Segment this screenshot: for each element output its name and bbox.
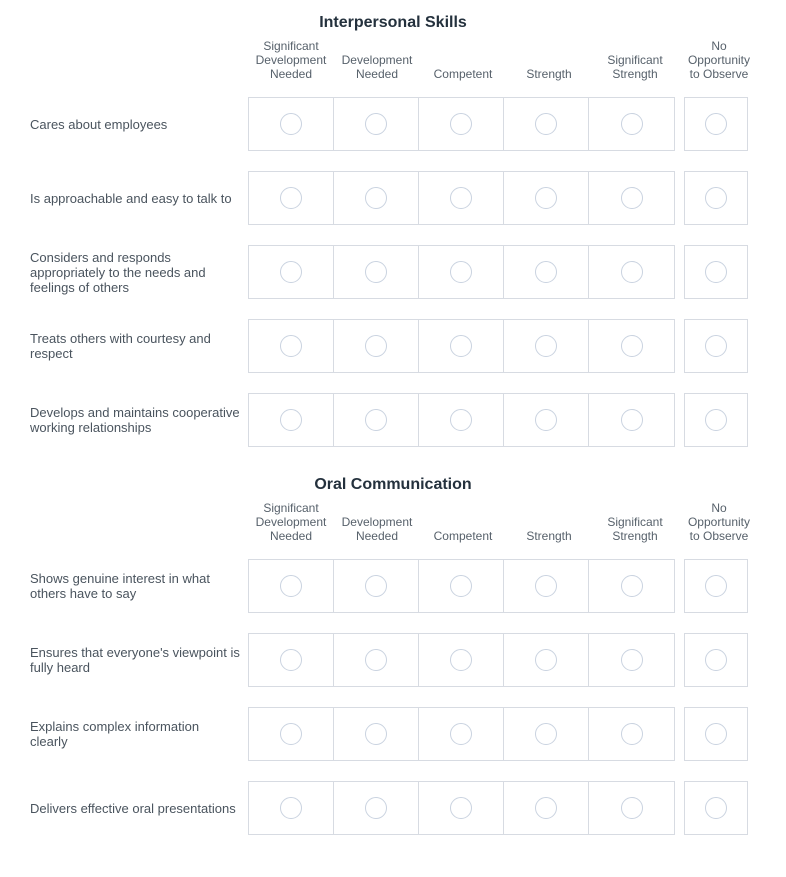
row-label: Shows genuine interest in what others have to say [30, 571, 210, 601]
radio-cell [334, 246, 419, 298]
na-radio-cell [684, 781, 748, 835]
column-header-development-needed: Development Needed [341, 515, 413, 543]
radio-button[interactable] [535, 409, 557, 431]
radio-button[interactable] [621, 723, 643, 745]
radio-button[interactable] [705, 113, 727, 135]
radio-cell-group [248, 171, 675, 225]
radio-cell [589, 394, 674, 446]
radio-cell [419, 782, 504, 834]
column-header-competent: Competent [433, 529, 493, 543]
radio-button[interactable] [621, 797, 643, 819]
radio-cell [334, 172, 419, 224]
na-radio-cell [684, 633, 748, 687]
radio-cell-group [248, 707, 675, 761]
matrix-row [0, 633, 786, 687]
radio-button[interactable] [621, 409, 643, 431]
radio-cell [334, 394, 419, 446]
column-header-strength: Strength [526, 529, 572, 543]
radio-button[interactable] [365, 797, 387, 819]
radio-cell [334, 708, 419, 760]
radio-button[interactable] [535, 187, 557, 209]
radio-button[interactable] [535, 797, 557, 819]
na-radio-cell [684, 393, 748, 447]
section-interpersonal-skills [0, 13, 786, 447]
na-radio-cell [684, 245, 748, 299]
radio-cell [504, 394, 589, 446]
radio-cell [249, 782, 334, 834]
radio-button[interactable] [450, 575, 472, 597]
radio-cell [249, 394, 334, 446]
radio-cell [249, 172, 334, 224]
radio-cell-group [248, 319, 675, 373]
matrix-row [0, 707, 786, 761]
radio-button[interactable] [705, 649, 727, 671]
row-label: Delivers effective oral presentations [30, 800, 236, 816]
na-radio-cell [684, 97, 748, 151]
radio-button[interactable] [280, 335, 302, 357]
na-radio-cell [684, 707, 748, 761]
section-title: Interpersonal Skills [319, 14, 467, 31]
radio-cell [419, 560, 504, 612]
radio-button[interactable] [280, 113, 302, 135]
matrix-header-row [248, 39, 786, 81]
radio-cell-group [248, 393, 675, 447]
section-oral-communication [0, 475, 786, 835]
radio-button[interactable] [365, 575, 387, 597]
radio-cell [249, 98, 334, 150]
row-label: Treats others with courtesy and respect [30, 331, 211, 361]
radio-cell [504, 708, 589, 760]
radio-button[interactable] [705, 575, 727, 597]
radio-button[interactable] [450, 649, 472, 671]
matrix-row [0, 319, 786, 373]
radio-button[interactable] [705, 187, 727, 209]
radio-cell [589, 320, 674, 372]
radio-cell [334, 560, 419, 612]
radio-button[interactable] [535, 575, 557, 597]
radio-cell [419, 98, 504, 150]
radio-cell [589, 560, 674, 612]
radio-cell [334, 634, 419, 686]
radio-button[interactable] [450, 409, 472, 431]
radio-cell [419, 320, 504, 372]
radio-cell [504, 246, 589, 298]
radio-cell [419, 634, 504, 686]
row-label: Explains complex information clearly [30, 719, 200, 749]
radio-button[interactable] [621, 113, 643, 135]
radio-button[interactable] [365, 409, 387, 431]
row-label: Cares about employees [30, 116, 168, 132]
radio-button[interactable] [365, 113, 387, 135]
radio-button[interactable] [450, 797, 472, 819]
radio-cell [589, 634, 674, 686]
column-header-no-opportunity-to-observe: No Opportunity to Observe [687, 39, 751, 81]
na-radio-cell [684, 171, 748, 225]
radio-button[interactable] [280, 575, 302, 597]
matrix-row [0, 171, 786, 225]
radio-button[interactable] [365, 187, 387, 209]
radio-button[interactable] [280, 797, 302, 819]
radio-cell [504, 320, 589, 372]
radio-cell [419, 394, 504, 446]
column-header-significant-strength: Significant Strength [607, 53, 663, 81]
radio-button[interactable] [621, 335, 643, 357]
radio-button[interactable] [280, 723, 302, 745]
radio-cell-group [248, 245, 675, 299]
radio-cell [334, 98, 419, 150]
radio-button[interactable] [450, 261, 472, 283]
radio-button[interactable] [535, 723, 557, 745]
matrix-header-row [248, 501, 786, 543]
radio-cell [589, 708, 674, 760]
radio-button[interactable] [535, 113, 557, 135]
radio-cell [504, 782, 589, 834]
radio-button[interactable] [280, 261, 302, 283]
radio-button[interactable] [705, 409, 727, 431]
radio-cell [419, 172, 504, 224]
radio-button[interactable] [705, 335, 727, 357]
radio-cell [334, 320, 419, 372]
radio-button[interactable] [705, 723, 727, 745]
radio-button[interactable] [621, 575, 643, 597]
radio-cell [589, 246, 674, 298]
radio-button[interactable] [365, 723, 387, 745]
radio-button[interactable] [280, 187, 302, 209]
row-label: Develops and maintains cooperative working relationships [30, 405, 240, 435]
matrix-row [0, 781, 786, 835]
matrix-row [0, 245, 786, 299]
column-header-significant-development-needed: Significant Development Needed [255, 39, 327, 81]
radio-button[interactable] [450, 187, 472, 209]
radio-button[interactable] [621, 187, 643, 209]
radio-button[interactable] [621, 649, 643, 671]
radio-button[interactable] [450, 723, 472, 745]
radio-cell [589, 782, 674, 834]
na-radio-cell [684, 559, 748, 613]
radio-cell [419, 246, 504, 298]
radio-button[interactable] [705, 261, 727, 283]
radio-button[interactable] [365, 335, 387, 357]
radio-cell [249, 246, 334, 298]
column-header-development-needed: Development Needed [341, 53, 413, 81]
radio-cell [589, 172, 674, 224]
radio-cell-group [248, 633, 675, 687]
radio-button[interactable] [365, 261, 387, 283]
row-label: Is approachable and easy to talk to [30, 190, 232, 206]
radio-button[interactable] [280, 409, 302, 431]
radio-cell [504, 634, 589, 686]
radio-cell [504, 98, 589, 150]
radio-cell-group [248, 559, 675, 613]
radio-button[interactable] [450, 335, 472, 357]
radio-button[interactable] [450, 113, 472, 135]
na-radio-cell [684, 319, 748, 373]
radio-cell [504, 172, 589, 224]
matrix-row [0, 559, 786, 613]
radio-cell [334, 782, 419, 834]
radio-cell [589, 98, 674, 150]
radio-button[interactable] [621, 261, 643, 283]
radio-button[interactable] [365, 649, 387, 671]
row-label: Considers and responds appropriately to the needs and feelings of others [30, 249, 206, 295]
row-label: Ensures that everyone's viewpoint is fully heard [30, 645, 240, 675]
radio-cell [249, 560, 334, 612]
radio-button[interactable] [535, 335, 557, 357]
radio-button[interactable] [535, 649, 557, 671]
column-header-significant-strength: Significant Strength [607, 515, 663, 543]
radio-cell [249, 634, 334, 686]
matrix-row [0, 393, 786, 447]
column-header-strength: Strength [526, 67, 572, 81]
radio-cell-group [248, 781, 675, 835]
column-header-significant-development-needed: Significant Development Needed [255, 501, 327, 543]
section-title: Oral Communication [314, 476, 472, 493]
column-header-no-opportunity-to-observe: No Opportunity to Observe [687, 501, 751, 543]
column-header-competent: Competent [433, 67, 493, 81]
radio-cell [504, 560, 589, 612]
radio-cell-group [248, 97, 675, 151]
radio-cell [419, 708, 504, 760]
matrix-row [0, 97, 786, 151]
radio-button[interactable] [280, 649, 302, 671]
radio-button[interactable] [535, 261, 557, 283]
radio-cell [249, 320, 334, 372]
radio-cell [249, 708, 334, 760]
radio-button[interactable] [705, 797, 727, 819]
